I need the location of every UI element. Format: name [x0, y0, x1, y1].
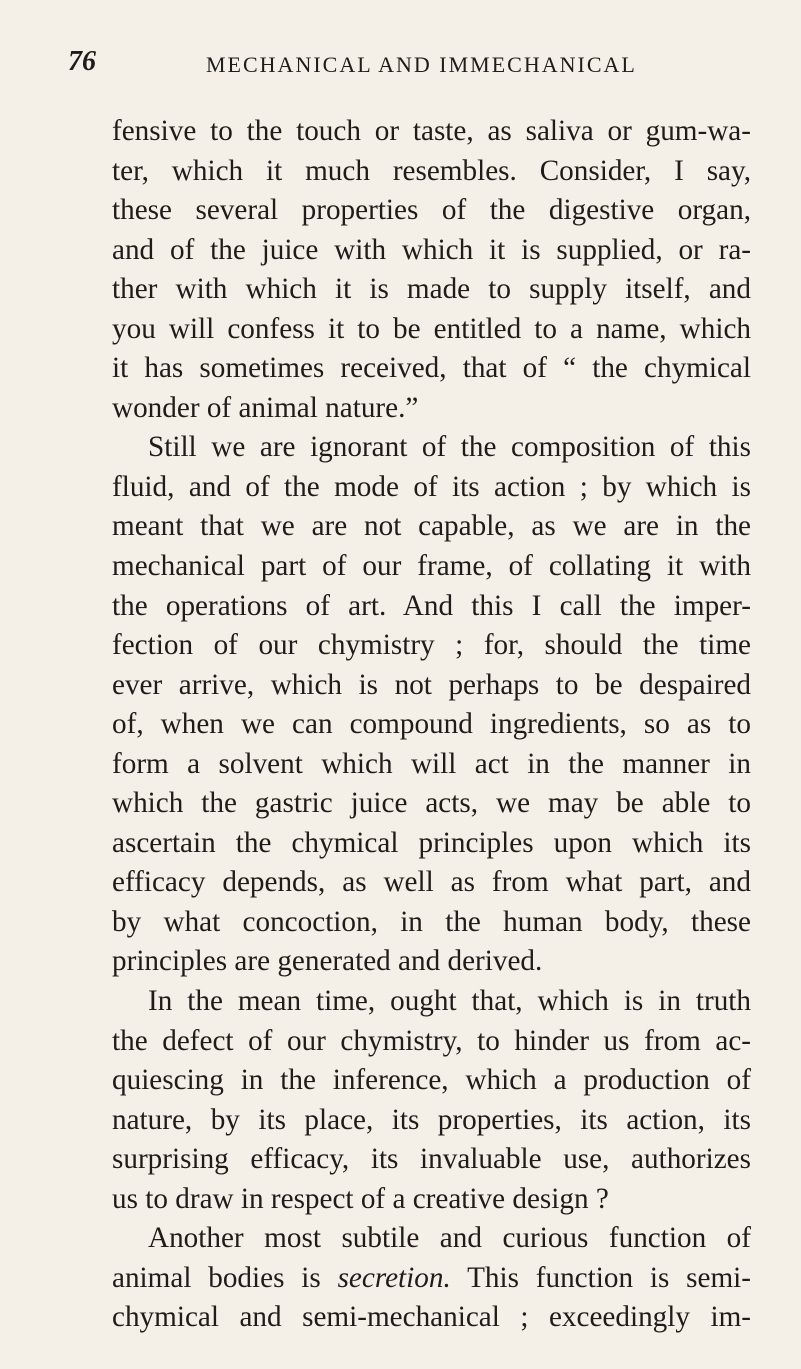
text-line-with-italic — [112, 1259, 751, 1299]
text-line: ascertain the chymical principles upon which its — [112, 826, 751, 859]
text-line: ever arrive, which is not perhaps to be despaired — [112, 668, 751, 701]
text-line: quiescing in the inference, which a production of — [112, 1064, 751, 1097]
text-line: wonder of animal nature.” — [112, 391, 419, 424]
text-line: surprising efficacy, its invaluable use, authorizes — [112, 1143, 751, 1176]
text-line: chymical and semi-mechanical ; exceedingly im- — [112, 1301, 751, 1334]
text-line: nature, by its place, its properties, its action, its — [112, 1103, 751, 1136]
text-line: you will confess it to be entitled to a name, which — [112, 312, 751, 345]
text-line: ter, which it much resembles. Consider, I say, — [112, 154, 751, 187]
paragraph-start-line: In the mean time, ought that, which is in truth — [148, 985, 751, 1018]
body-text — [112, 112, 751, 1338]
text-line: it has sometimes received, that of “ the chymical — [112, 352, 751, 385]
text-line: the operations of art. And this I call the imper- — [112, 589, 751, 622]
text-line: form a solvent which will act in the manner in — [112, 747, 751, 780]
running-title: MECHANICAL AND IMMECHANICAL — [206, 52, 637, 77]
text-line: meant that we are not capable, as we are in the — [112, 510, 751, 543]
running-head — [68, 40, 749, 88]
paragraph-start-line: Another most subtile and curious function of — [148, 1222, 751, 1255]
text-line: fensive to the touch or taste, as saliva or gum-wa- — [112, 115, 751, 147]
text-segment: This function is semi- — [467, 1261, 751, 1294]
paragraph-start-line: Still we are ignorant of the composition of this — [148, 431, 751, 464]
italic-term: secretion. — [337, 1261, 451, 1294]
text-line: the defect of our chymistry, to hinder us from ac- — [112, 1024, 751, 1057]
text-segment: animal bodies is — [112, 1261, 321, 1294]
text-line: principles are generated and derived. — [112, 945, 543, 978]
text-line: which the gastric juice acts, we may be able to — [112, 787, 751, 820]
text-line: fluid, and of the mode of its action ; by which is — [112, 470, 751, 503]
text-line: us to draw in respect of a creative design ? — [112, 1182, 609, 1215]
text-line: by what concoction, in the human body, these — [112, 905, 751, 938]
page-number: 76 — [68, 46, 96, 77]
text-line: efficacy depends, as well as from what part, and — [112, 866, 751, 899]
text-line: mechanical part of our frame, of collating it with — [112, 550, 751, 583]
text-line: ther with which it is made to supply itself, and — [112, 273, 751, 306]
text-line: and of the juice with which it is supplied, or ra- — [112, 233, 751, 266]
text-line: these several properties of the digestive organ, — [112, 194, 751, 227]
text-line: fection of our chymistry ; for, should the time — [112, 629, 751, 662]
text-line: of, when we can compound ingredients, so as to — [112, 708, 751, 741]
